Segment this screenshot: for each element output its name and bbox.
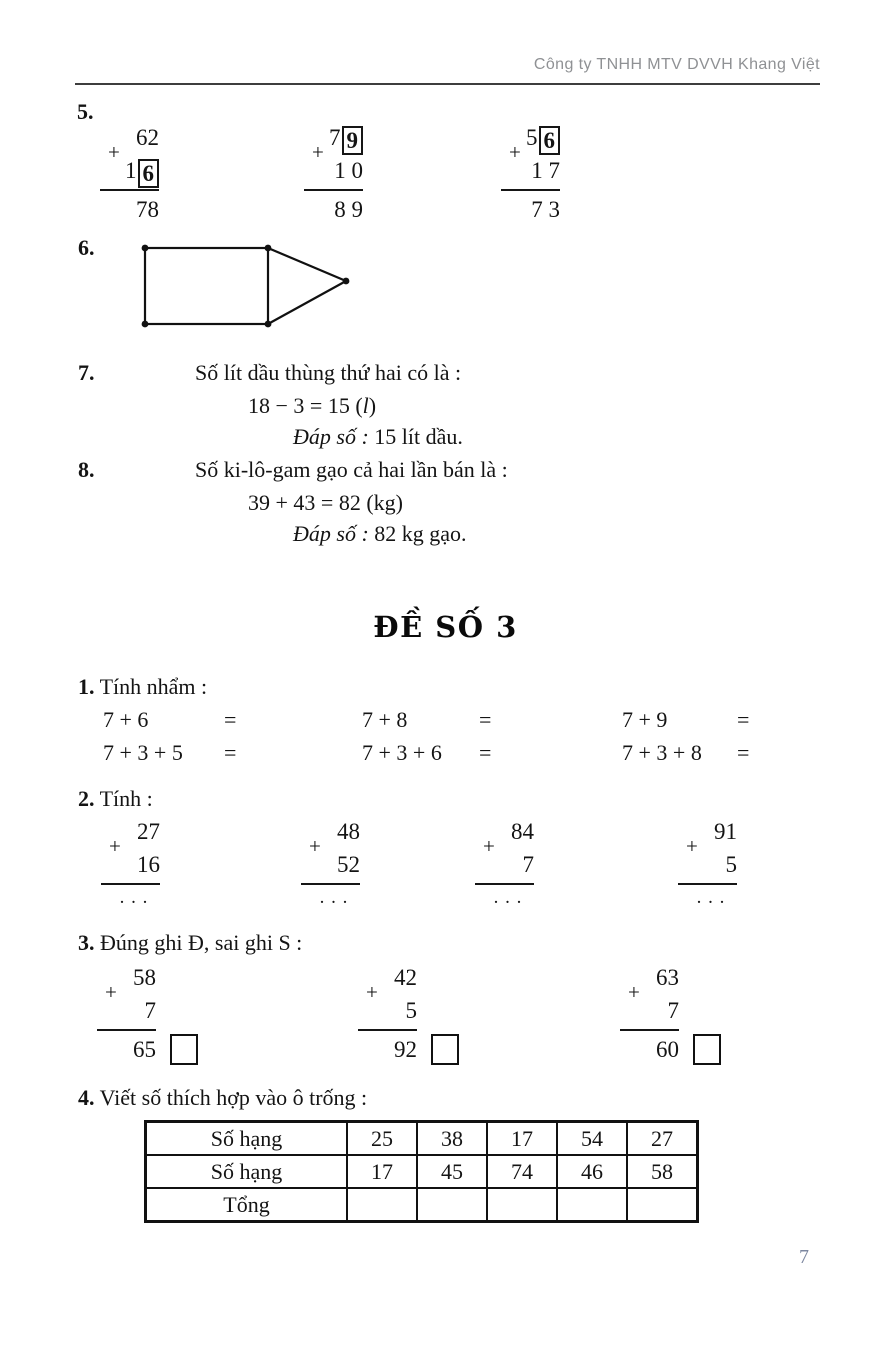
item5-addition-1 [107, 121, 159, 226]
equals-sign: = [224, 707, 237, 732]
boxed-digit: 6 [539, 126, 561, 155]
plus-sign: + [105, 980, 117, 1004]
true-false-answer-box [431, 1034, 459, 1065]
sum-rule [678, 883, 737, 885]
sum-rule [100, 189, 159, 191]
plus-sign: + [312, 140, 324, 164]
item6-number: 6. [78, 235, 95, 260]
sum-rule [501, 189, 560, 191]
item8-number: 8. [78, 457, 95, 482]
equation: 7 + 6 [103, 707, 149, 732]
empty-sum-cell [347, 1188, 417, 1221]
addend-bottom: 7 [667, 998, 679, 1023]
item3-addition-2 [365, 961, 417, 1066]
addend-top: 48 [337, 819, 360, 844]
addend-top: 62 [136, 125, 159, 150]
empty-sum-cell [417, 1188, 487, 1221]
equals-sign: = [479, 707, 492, 732]
item8-answer: Đáp số : 82 kg gạo. [293, 521, 467, 546]
value-cell: 38 [417, 1122, 487, 1155]
equals-sign: = [737, 707, 750, 732]
addend-bottom: 5 [405, 998, 417, 1023]
value-cell: 25 [347, 1122, 417, 1155]
sum-result: 60 [656, 1037, 679, 1062]
addend-top: 7 9 [311, 121, 363, 154]
item1-title: 1. Tính nhẩm : [78, 674, 208, 699]
boxed-digit: 6 [138, 159, 160, 188]
true-false-answer-box [693, 1034, 721, 1065]
plus-sign: + [483, 834, 495, 858]
item3-title: 3. Đúng ghi Đ, sai ghi S : [78, 930, 303, 955]
item2-addition-2 [308, 815, 360, 913]
value-cell: 74 [487, 1155, 557, 1188]
addend-top: 91 [714, 819, 737, 844]
item8-equation: 39 + 43 = 82 (kg) [248, 490, 403, 515]
plus-sign: + [109, 834, 121, 858]
answer-dots: . . . [696, 887, 726, 908]
value-cell: 46 [557, 1155, 627, 1188]
empty-sum-cell [627, 1188, 697, 1221]
item2-addition-1 [108, 815, 160, 913]
equation: 7 + 3 + 5 [103, 740, 183, 765]
equals-sign: = [479, 740, 492, 765]
addend-bottom: 5 [725, 852, 737, 877]
addend-bottom: 1 6 [107, 154, 159, 187]
item3-addition-3 [627, 961, 679, 1066]
header-company-name: Công ty TNHH MTV DVVH Khang Việt [533, 56, 820, 73]
item4-title: 4. Viết số thích hợp vào ô trống : [78, 1085, 368, 1110]
addend-top: 5 6 [508, 121, 560, 154]
plus-sign: + [309, 834, 321, 858]
header-rule [75, 83, 820, 85]
sum-rule [358, 1029, 417, 1031]
section-title: ĐỀ SỐ 3 [373, 610, 518, 644]
addends-sum-table [145, 1121, 698, 1222]
addend-top: 63 [656, 965, 679, 990]
sum-result: 8 9 [334, 197, 363, 222]
plus-sign: + [108, 140, 120, 164]
plus-sign: + [686, 834, 698, 858]
page-number: 7 [799, 1246, 809, 1268]
addend-bottom: 1 7 [531, 158, 560, 183]
value-cell: 27 [627, 1122, 697, 1155]
sum-result: 65 [133, 1037, 156, 1062]
equals-sign: = [224, 740, 237, 765]
boxed-digit: 9 [342, 126, 364, 155]
sum-rule [301, 883, 360, 885]
item5-addition-2 [311, 121, 363, 226]
addend-top: 58 [133, 965, 156, 990]
sum-rule [101, 883, 160, 885]
addend-top: 84 [511, 819, 534, 844]
answer-dots: . . . [119, 887, 149, 908]
value-cell: 17 [487, 1122, 557, 1155]
row-label-cell: Số hạng [146, 1122, 347, 1155]
value-cell: 17 [347, 1155, 417, 1188]
addend-top: 42 [394, 965, 417, 990]
item7-number: 7. [78, 360, 95, 385]
table-row [146, 1122, 697, 1155]
addend-bottom: 7 [522, 852, 534, 877]
value-cell: 54 [557, 1122, 627, 1155]
addend-bottom: 52 [337, 852, 360, 877]
item3-addition-1 [104, 961, 156, 1066]
empty-sum-cell [487, 1188, 557, 1221]
equation: 7 + 9 [622, 707, 668, 732]
sum-result: 78 [136, 197, 159, 222]
item7-statement: Số lít dầu thùng thứ hai có là : [195, 360, 462, 385]
answer-dots: . . . [493, 887, 523, 908]
table-row [146, 1155, 697, 1188]
value-cell: 58 [627, 1155, 697, 1188]
addend-bottom: 1 0 [334, 158, 363, 183]
item2-title: 2. Tính : [78, 786, 153, 811]
item2-addition-4 [685, 815, 737, 913]
equation: 7 + 3 + 8 [622, 740, 702, 765]
item7-answer: Đáp số : 15 lít dầu. [293, 424, 463, 449]
addend-top: 27 [137, 819, 160, 844]
table-row [146, 1188, 697, 1221]
sum-rule [475, 883, 534, 885]
sum-rule [304, 189, 363, 191]
plus-sign: + [628, 980, 640, 1004]
sum-result: 7 3 [531, 197, 560, 222]
item5-number: 5. [77, 99, 94, 124]
addend-bottom: 7 [144, 998, 156, 1023]
sum-rule [97, 1029, 156, 1031]
row-label-cell: Số hạng [146, 1155, 347, 1188]
empty-sum-cell [557, 1188, 627, 1221]
plus-sign: + [366, 980, 378, 1004]
pencil-shape-figure [136, 241, 358, 335]
equals-sign: = [737, 740, 750, 765]
plus-sign: + [509, 140, 521, 164]
equation: 7 + 3 + 6 [362, 740, 442, 765]
addend-bottom: 16 [137, 852, 160, 877]
true-false-answer-box [170, 1034, 198, 1065]
equation: 7 + 8 [362, 707, 408, 732]
sum-result: 92 [394, 1037, 417, 1062]
sum-rule [620, 1029, 679, 1031]
item2-addition-3 [482, 815, 534, 913]
item7-equation: 18 − 3 = 15 (l) [248, 393, 377, 418]
row-label-cell: Tổng [146, 1188, 347, 1221]
item5-addition-3 [508, 121, 560, 226]
item8-statement: Số ki-lô-gam gạo cả hai lần bán là : [195, 457, 508, 482]
value-cell: 45 [417, 1155, 487, 1188]
answer-dots: . . . [319, 887, 349, 908]
